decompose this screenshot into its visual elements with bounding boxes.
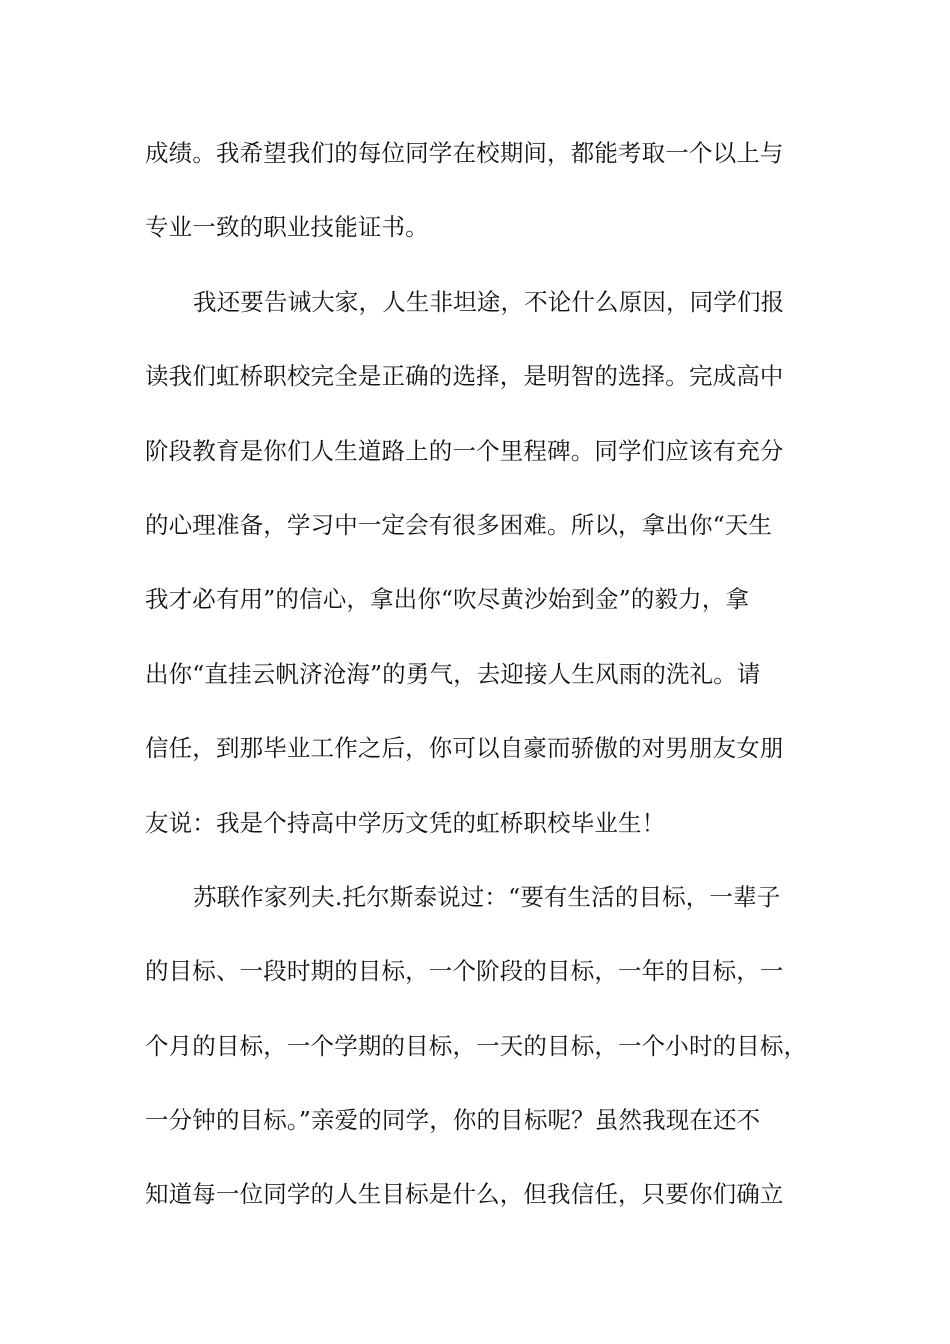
text-line: 读我们虹桥职校完全是正确的选择，是明智的选择。完成高中 — [145, 362, 784, 391]
text-line: 出你“直挂云帆济沧海”的勇气，去迎接人生风雨的洗礼。请 — [145, 659, 761, 688]
text-line: 知道每一位同学的人生目标是什么，但我信任，只要你们确立 — [145, 1180, 784, 1209]
text-line: 个月的目标，一个学期的目标，一天的目标，一个小时的目标， — [145, 1031, 808, 1060]
text-line: 友说：我是个持高中学历文凭的虹桥职校毕业生！ — [145, 808, 666, 837]
text-line: 阶段教育是你们人生道路上的一个里程碑。同学们应该有充分 — [145, 436, 784, 465]
text-line: 我才必有用”的信心，拿出你“吹尽黄沙始到金”的毅力，拿 — [145, 585, 750, 614]
text-line: 的目标、一段时期的目标，一个阶段的目标，一年的目标，一 — [145, 957, 784, 986]
body-text — [145, 128, 835, 1244]
text-line: 一分钟的目标。”亲爱的同学，你的目标呢？虽然我现在还不 — [145, 1106, 761, 1135]
paragraph-first-line: 我还要告诫大家，人生非坦途，不论什么原因，同学们报 — [193, 287, 785, 316]
text-line: 的心理准备，学习中一定会有很多困难。所以，拿出你“天生 — [145, 510, 773, 539]
text-line: 专业一致的职业技能证书。 — [145, 213, 429, 242]
text-line: 信任，到那毕业工作之后，你可以自豪而骄傲的对男朋友女朋 — [145, 734, 784, 763]
paragraph-first-line: 苏联作家列夫.托尔斯泰说过：“要有生活的目标，一辈子 — [193, 882, 781, 911]
text-line: 成绩。我希望我们的每位同学在校期间，都能考取一个以上与 — [145, 139, 784, 167]
